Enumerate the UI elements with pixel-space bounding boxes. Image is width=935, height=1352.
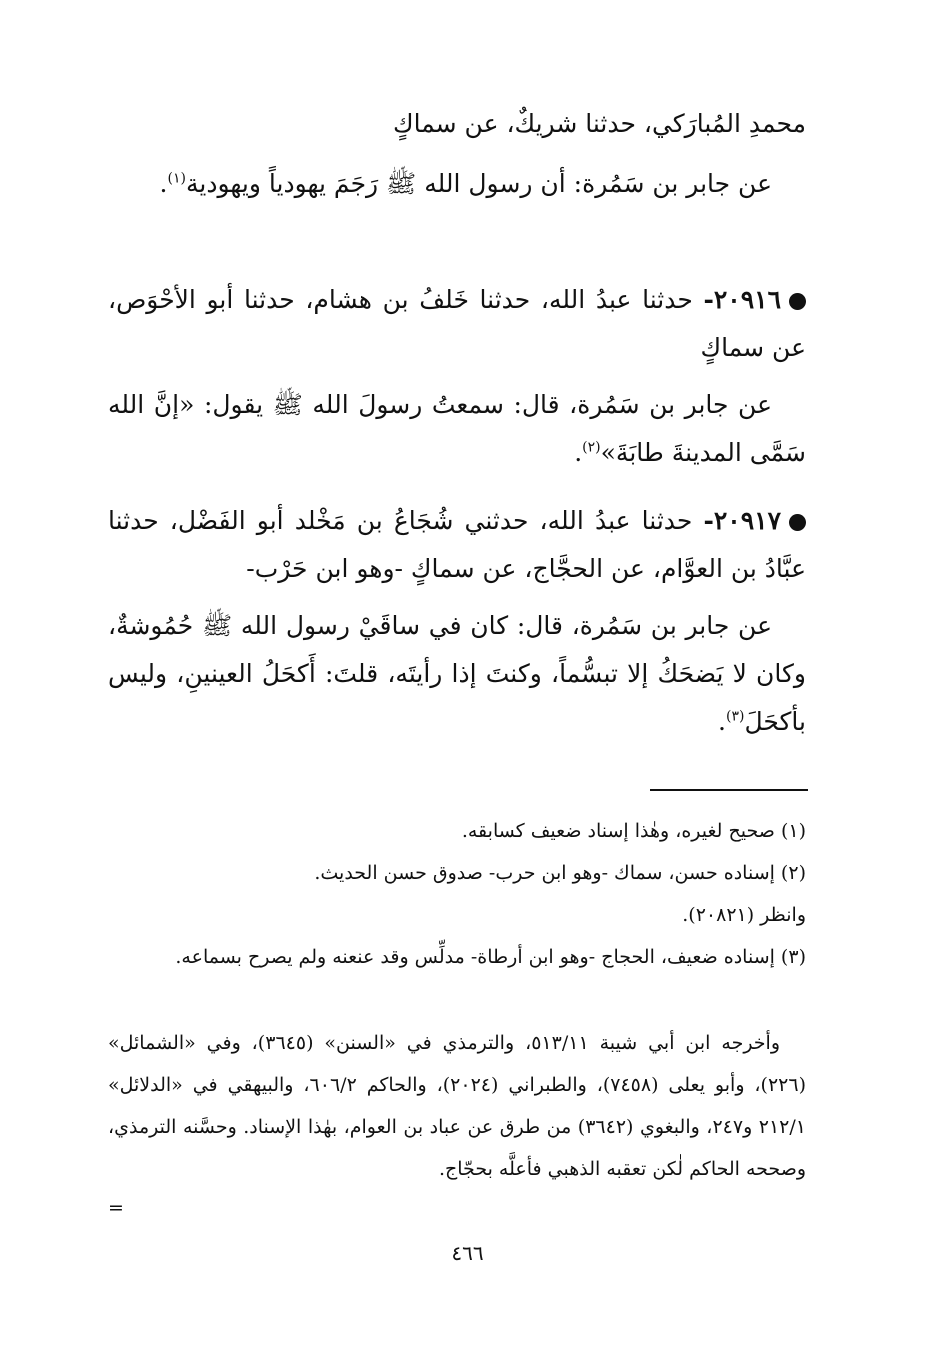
hadith-block-3-matn xyxy=(108,602,806,746)
page-number: ٤٦٦ xyxy=(451,1241,484,1265)
hadith-number: ٢٠٩١٦- xyxy=(703,285,781,314)
footnote-reference[interactable]: (٣) xyxy=(725,708,745,725)
end-mark: . xyxy=(718,707,726,736)
footnote-text: وانظر (٢٠٨٢١). xyxy=(682,904,806,926)
hadith-block-2-matn xyxy=(108,381,806,477)
footnote-text: (٢) إسناده حسن، سماك -وهو ابن حرب- صدوق حسن الحديث. xyxy=(314,862,806,884)
footnote-separator xyxy=(650,789,808,791)
footnote-reference[interactable]: (١) xyxy=(167,170,186,187)
footnote-text: وأخرجه ابن أبي شيبة ٥١٣/١١، والترمذي في «السنن» (٣٦٤٥)، وفي «الشمائل» (٢٢٦)، وأبو يعلى (٧٤٥٨)، والطبراني (٢٠٢٤)، والحاكم ٦٠٦/٢، والبيهقي في «الدلائل» ٢١٢/١ و٢٤٧، والبغوي (٣٦٤٢) من طرق عن عباد بن العوام، بهٰذا الإسناد. وحسَّنه الترمذي، وصححه الحاكم لٰكن تعقبه الذهبي فأعلَّه بحجّاج. xyxy=(108,1032,807,1180)
bullet-icon xyxy=(789,293,806,310)
footnote-2 xyxy=(108,852,806,894)
footnote-reference[interactable]: (٢) xyxy=(582,439,601,456)
hadith-block-1-chain-end xyxy=(108,100,806,148)
hadith-block-1-matn xyxy=(108,160,806,208)
chain-text: محمدِ المُبارَكي، حدثنا شريكٌ، عن سماكٍ xyxy=(392,109,806,138)
footnote-3-takhrij xyxy=(108,1022,806,1190)
matn-text: عن جابر بن سَمُرة، قال: كان في ساقَيْ رسول الله ﷺ حُمُوشةٌ، وكان لا يَضحَكُ إلا تبسُّماً، وكنتَ إذا رأيتَه، قلتَ: أَكحَلُ العينينِ، وليس بأكحَلَ xyxy=(108,611,806,736)
footnote-text: (٣) إسناده ضعيف، الحجاج -وهو ابن أرطاة- مدلِّس وقد عنعنه ولم يصرح بسماعه. xyxy=(175,946,806,968)
footnote-text: (١) صحيح لغيره، وهٰذا إسناد ضعيف كسابقه. xyxy=(461,820,806,842)
hadith-block-3-chain xyxy=(108,497,806,593)
end-mark: . xyxy=(159,169,168,198)
matn-text: عن جابر بن سَمُرة: أن رسول الله ﷺ رَجَمَ يهودياً ويهودية xyxy=(185,169,772,198)
footnote-2-continuation xyxy=(108,894,806,936)
matn-text: عن جابر بن سَمُرة، قال: سمعتُ رسولَ الله ﷺ يقول: «إنَّ الله سَمَّى المدينةَ طابَةَ» xyxy=(108,390,806,467)
chain-text: حدثنا عبدُ الله، حدثني شُجَاعُ بن مَخْلد أبو الفَضْل، حدثنا عبَّادُ بن العوَّام، عن الحجَّاج، عن سماكٍ -وهو ابن حَرْب- xyxy=(108,506,806,583)
footnote-1 xyxy=(108,810,806,852)
end-mark: . xyxy=(574,438,583,467)
hadith-number: ٢٠٩١٧- xyxy=(703,506,781,535)
chain-text: حدثنا عبدُ الله، حدثنا خَلفُ بن هشام، حدثنا أبو الأحْوَص، عن سماكٍ xyxy=(108,285,806,362)
hadith-block-2-chain xyxy=(108,276,806,372)
footnote-3 xyxy=(108,936,806,978)
continuation-mark: = xyxy=(108,1197,124,1219)
bullet-icon xyxy=(789,514,806,531)
